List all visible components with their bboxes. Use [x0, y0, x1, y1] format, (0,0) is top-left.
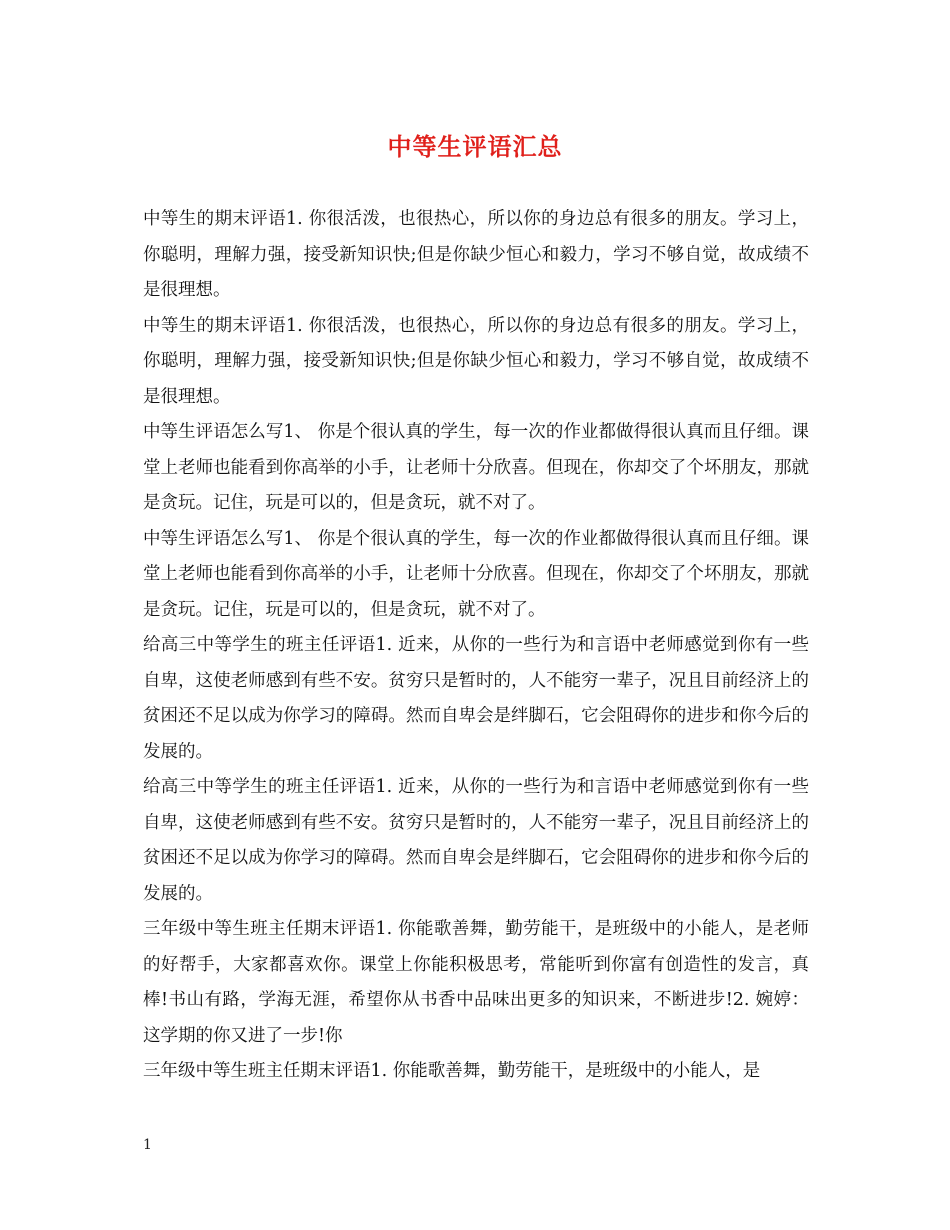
- paragraph: 三年级中等生班主任期末评语1. 你能歌善舞，勤劳能干，是班级中的小能人，是老师的好帮手，大家都喜欢你。课堂上你能积极思考，常能听到你富有创造性的发言，真棒!书山有路，学海无涯，希望你从书香中品味出更多的知识来，不断进步!2. 婉婷：这学期的你又进了一步!你: [143, 919, 809, 1046]
- paragraph: 中等生的期末评语1. 你很活泼，也很热心，所以你的身边总有很多的朋友。学习上，你聪明，理解力强，接受新知识快;但是你缺少恒心和毅力，学习不够自觉，故成绩不是很理想。: [143, 209, 809, 300]
- paragraph: 三年级中等生班主任期末评语1. 你能歌善舞，勤劳能干，是班级中的小能人，是: [143, 1061, 761, 1081]
- page-number: 1: [143, 1137, 152, 1153]
- paragraph: 中等生的期末评语1. 你很活泼，也很热心，所以你的身边总有很多的朋友。学习上，你聪明，理解力强，接受新知识快;但是你缺少恒心和毅力，学习不够自觉，故成绩不是很理想。: [143, 315, 809, 407]
- document-body: [143, 202, 809, 1090]
- paragraph: 中等生评语怎么写1、 你是个很认真的学生，每一次的作业都做得很认真而且仔细。课堂上老师也能看到你高举的小手，让老师十分欣喜。但现在，你却交了个坏朋友，那就是贪玩。记住，玩是可以的，但是贪玩，就不对了。: [143, 422, 809, 513]
- document-title: 中等生评语汇总: [387, 132, 563, 161]
- paragraph: 给高三中等学生的班主任评语1. 近来，从你的一些行为和言语中老师感觉到你有一些自卑，这使老师感到有些不安。贫穷只是暂时的，人不能穷一辈子，况且目前经济上的贫困还不足以成为你学习的障碍。然而自卑会是绊脚石，它会阻碍你的进步和你今后的发展的。: [143, 635, 809, 762]
- paragraph: 中等生评语怎么写1、 你是个很认真的学生，每一次的作业都做得很认真而且仔细。课堂上老师也能看到你高举的小手，让老师十分欣喜。但现在，你却交了个坏朋友，那就是贪玩。记住，玩是可以的，但是贪玩，就不对了。: [143, 528, 809, 620]
- paragraph: 给高三中等学生的班主任评语1. 近来，从你的一些行为和言语中老师感觉到你有一些自卑，这使老师感到有些不安。贫穷只是暂时的，人不能穷一辈子，况且目前经济上的贫困还不足以成为你学习的障碍。然而自卑会是绊脚石，它会阻碍你的进步和你今后的发展的。: [143, 777, 809, 904]
